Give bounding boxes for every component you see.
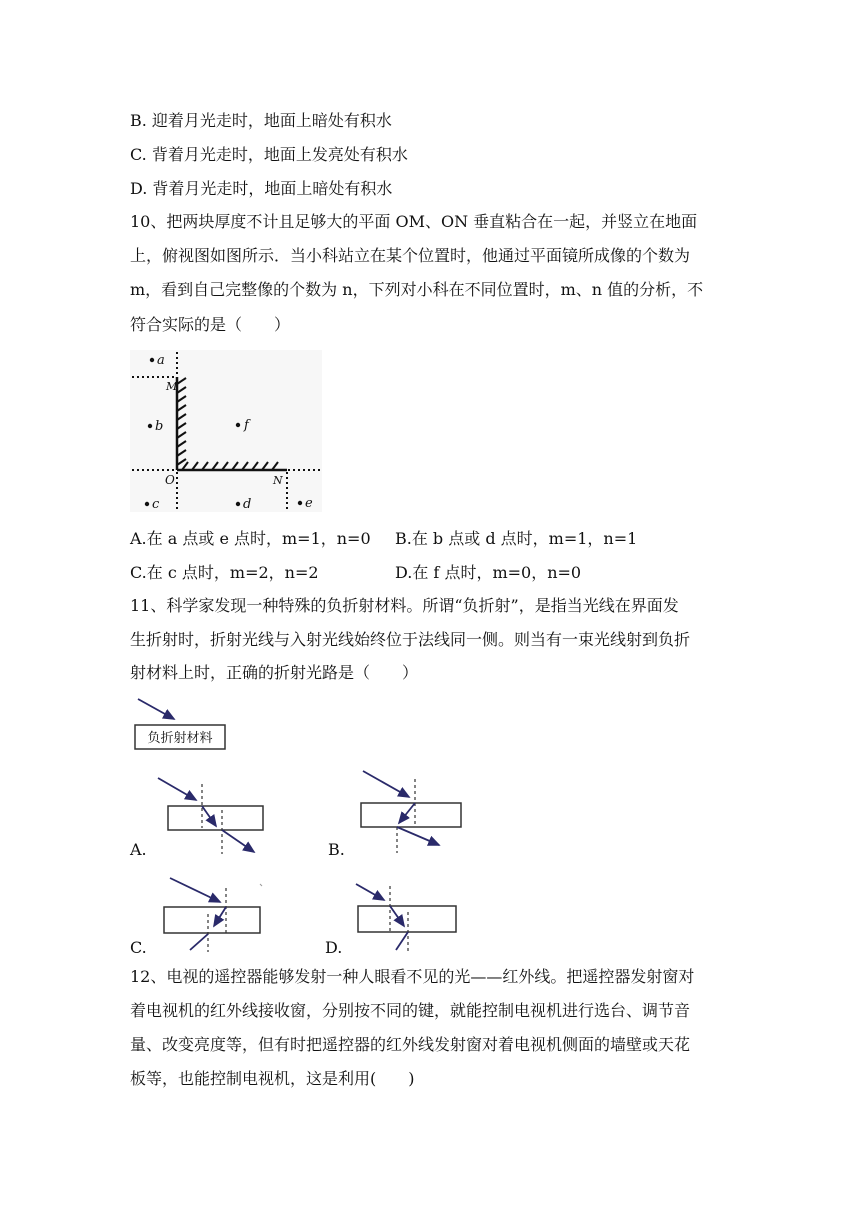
material-label: 负折射材料 [147,731,213,746]
q11-option-a-figure [150,770,270,855]
point-m-label: M [166,380,178,393]
q12-stem-line4: 板等，也能控制电视机，这是利用( ) [130,1069,415,1088]
q12-stem-line2: 着电视机的红外线接收窗，分别按不同的键，就能控制电视机进行选台、调节音 [130,1001,691,1020]
q11-stem-line1: 11、科学家发现一种特殊的负折射材料。所谓“负折射”，是指当光线在界面发 [130,596,679,615]
q10-mirror-figure [130,350,322,512]
q11-option-a-label: A. [130,840,147,859]
q11-material-figure [130,695,230,755]
q11-option-b-label: B. [328,840,345,859]
q10-option-a: A.在 a 点或 e 点时，m=1，n=0 [130,529,371,548]
point-o-label: O [165,473,175,487]
q9-option-d: D. 背着月光走时，地面上暗处有积水 [130,179,393,198]
q10-stem-line4: 符合实际的是（ ） [130,315,291,334]
q10-stem-line1: 10、把两块厚度不计且足够大的平面 OM、ON 垂直粘合在一起，并竖立在地面 [130,212,698,231]
point-c-label: c [152,497,160,512]
q11-option-d-figure [352,874,462,954]
q11-stem-line3: 射材料上时，正确的折射光路是（ ） [130,663,419,682]
point-d-label: d [243,497,252,512]
point-e-label: e [305,496,313,511]
point-n-label: N [273,474,283,487]
q10-option-d: D.在 f 点时，m=0，n=0 [395,563,582,582]
q10-stem-line3: m，看到自己完整像的个数为 n，下列对小科在不同位置时，m、n 值的分析，不 [130,280,704,299]
q12-stem-line1: 12、电视的遥控器能够发射一种人眼看不见的光——红外线。把遥控器发射窗对 [130,967,695,986]
q9-option-b: B. 迎着月光走时，地面上暗处有积水 [130,111,392,130]
q11-stem-line2: 生折射时，折射光线与入射光线始终位于法线同一侧。则当有一束光线射到负折 [130,630,691,649]
q10-option-b: B.在 b 点或 d 点时，m=1，n=1 [395,529,638,548]
q9-option-c: C. 背着月光走时，地面上发亮处有积水 [130,145,408,164]
point-f-label: f [244,418,249,433]
q10-stem-line2: 上，俯视图如图所示．当小科站立在某个位置时，他通过平面镜所成像的个数为 [130,246,691,265]
q11-option-c-label: C. [130,938,147,957]
point-b-label: b [155,419,164,434]
q11-option-b-figure [355,765,470,855]
q11-option-d-label: D. [325,938,343,957]
q11-option-c-figure [160,872,270,952]
q10-option-c: C.在 c 点时，m=2，n=2 [130,563,319,582]
q12-stem-line3: 量、改变亮度等，但有时把遥控器的红外线发射窗对着电视机侧面的墙壁或天花 [130,1035,691,1054]
point-a-label: a [157,353,165,368]
